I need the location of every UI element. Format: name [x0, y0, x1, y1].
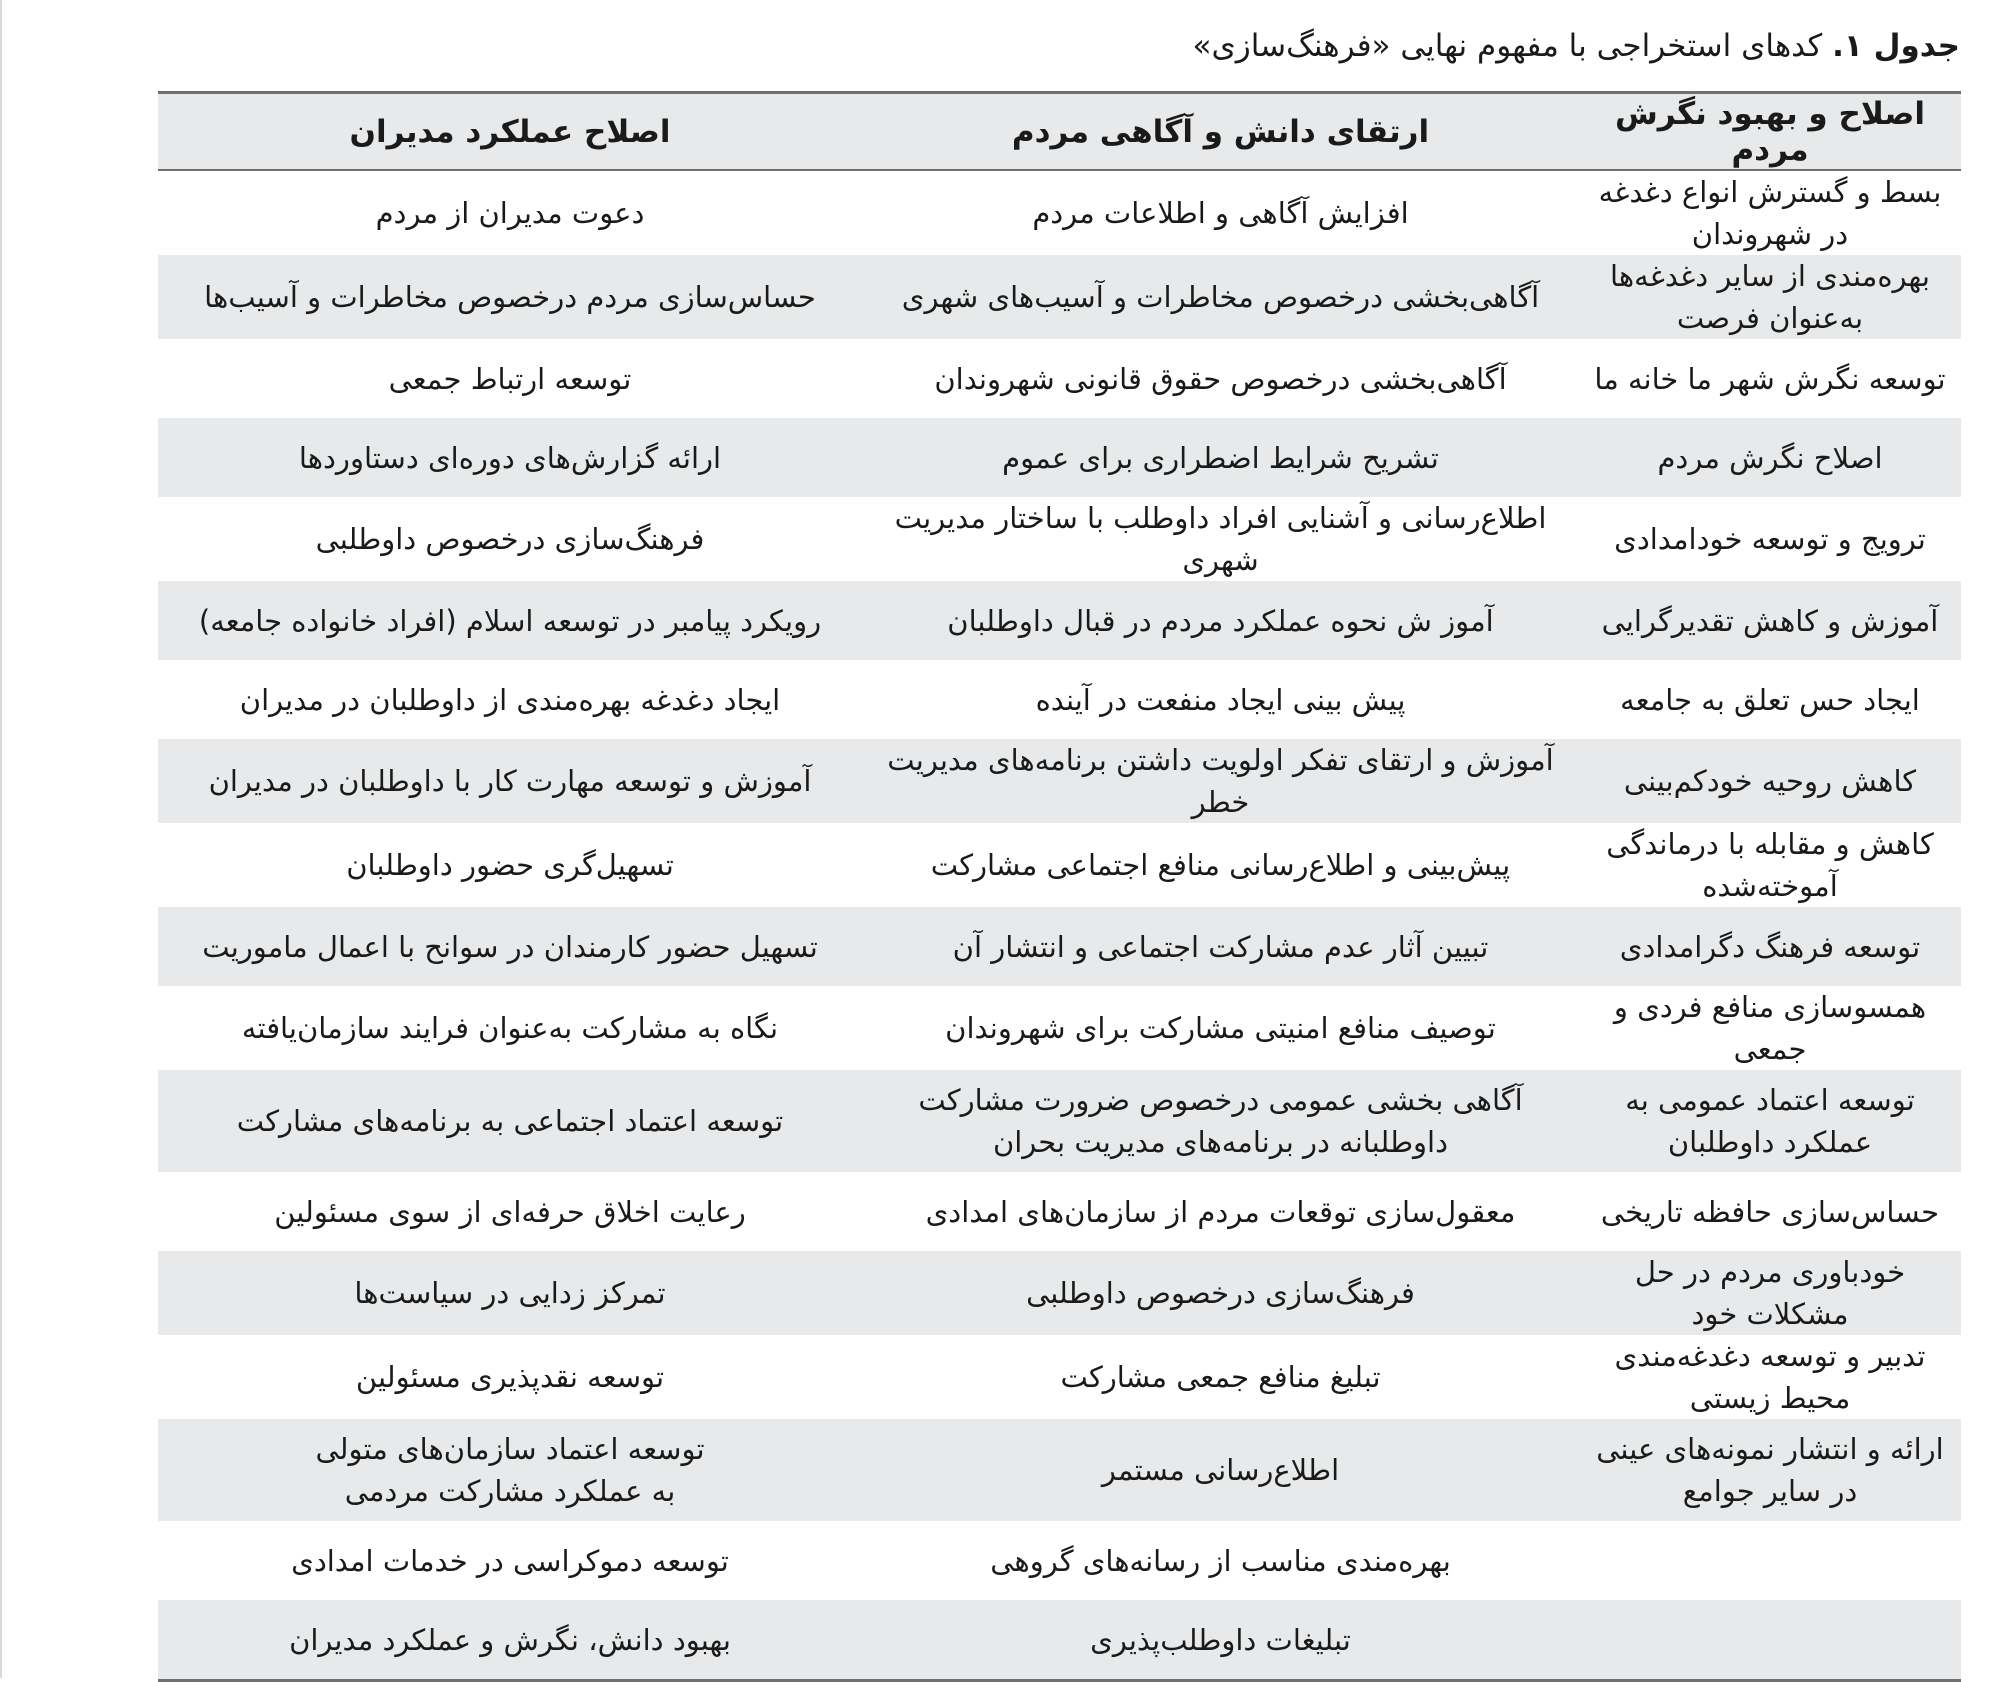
table-cell: حساس‌سازی مردم درخصوص مخاطرات و آسیب‌ها	[158, 255, 862, 339]
page-left-border	[0, 0, 2, 1678]
table-cell: افزایش آگاهی و اطلاعات مردم	[1032, 196, 1409, 230]
header-row	[158, 94, 1961, 170]
table-row	[158, 1335, 1961, 1419]
table-header	[158, 94, 1961, 170]
table-row	[158, 986, 1961, 1070]
table-cell: تمرکز زدایی در سیاست‌ها	[158, 1251, 862, 1335]
table-cell: توسعه اعتماد سازمان‌های متولی به عملکرد مشارکت مردمی	[158, 1419, 862, 1521]
table-cell: بهره‌مندی مناسب از رسانه‌های گروهی	[990, 1543, 1451, 1578]
table-cell: بهبود دانش، نگرش و عملکرد مدیران	[158, 1600, 862, 1679]
table-cell: فرهنگ‌سازی درخصوص داوطلبی	[862, 1251, 1579, 1335]
table-body	[158, 170, 1961, 1679]
table-cell: تبلیغ منافع جمعی مشارکت	[1060, 1360, 1381, 1394]
table-cell: توسعه نقدپذیری مسئولین	[355, 1360, 665, 1394]
table-cell: تسهیل حضور کارمندان در سوانح با اعمال ماموریت	[158, 907, 862, 986]
table-cell: معقول‌سازی توقعات مردم از سازمان‌های امدادی	[925, 1194, 1516, 1229]
caption-text: کدهای استخراجی با مفهوم نهایی «فرهنگ‌سازی»	[1192, 28, 1823, 64]
table-cell: پیش بینی ایجاد منفعت در آینده	[1035, 682, 1406, 717]
table-caption	[1193, 26, 1960, 66]
table-cell: تدبیر و توسعه دغدغه‌مندی محیط زیستی	[1614, 1339, 1926, 1415]
table-cell: اطلاع‌رسانی مستمر	[862, 1419, 1579, 1521]
table-row	[158, 1070, 1961, 1172]
table-row	[158, 418, 1961, 497]
table-row	[158, 170, 1961, 255]
table-cell: تشریح شرایط اضطراری برای عموم	[862, 418, 1579, 497]
table-row	[158, 497, 1961, 581]
table-cell: دعوت مدیران از مردم	[375, 196, 645, 230]
table-cell: کاهش روحیه خودکم‌بینی	[1579, 739, 1961, 823]
table-cell: اصلاح نگرش مردم	[1579, 418, 1961, 497]
table-row	[158, 1600, 1961, 1679]
table-cell: توسعه اعتماد عمومی به عملکرد داوطلبان	[1579, 1070, 1961, 1172]
table-cell: خودباوری مردم در حل مشکلات خود	[1579, 1251, 1961, 1335]
table-cell: تبلیغات داوطلب‌پذیری	[862, 1600, 1579, 1679]
table-row	[158, 255, 1961, 339]
table-cell: توسعه نگرش شهر ما خانه ما	[1594, 361, 1946, 396]
table-cell: حساس‌سازی حافظه تاریخی	[1600, 1194, 1940, 1229]
table-row	[158, 339, 1961, 418]
table-cell: رویکرد پیامبر در توسعه اسلام (افراد خانواده جامعه)	[158, 581, 862, 660]
table-cell: آموزش و کاهش تقدیرگرایی	[1579, 581, 1961, 660]
table-cell: ترویج و توسعه خودامدادی	[1614, 522, 1926, 556]
table-cell: کاهش و مقابله با درماندگی آموخته‌شده	[1606, 827, 1934, 903]
table-cell: آگاهی‌بخشی درخصوص حقوق قانونی شهروندان	[934, 361, 1507, 396]
table-cell: ایجاد حس تعلق به جامعه	[1620, 682, 1920, 717]
table-row	[158, 1251, 1961, 1335]
table-row	[158, 907, 1961, 986]
table-row	[158, 1172, 1961, 1251]
table-cell: بهره‌مندی از سایر دغدغه‌ها به‌عنوان فرصت	[1579, 255, 1961, 339]
table-row	[158, 581, 1961, 660]
table-cell: بسط و گسترش انواع دغدغه در شهروندان	[1598, 175, 1942, 251]
table-cell: اطلاع‌رسانی و آشنایی افراد داوطلب با ساختار مدیریت شهری	[894, 501, 1547, 577]
table-cell: همسوسازی منافع فردی و جمعی	[1613, 990, 1927, 1066]
table-cell: ارائه گزارش‌های دوره‌ای دستاوردها	[158, 418, 862, 497]
table-cell: توسعه فرهنگ دگرامدادی	[1579, 907, 1961, 986]
header-cell: اصلاح عملکرد مدیران	[158, 94, 862, 170]
table-row	[158, 1419, 1961, 1521]
table-cell: نگاه به مشارکت به‌عنوان فرایند سازمان‌یافته	[241, 1011, 779, 1045]
table-cell: توسعه دموکراسی در خدمات امدادی	[291, 1543, 729, 1578]
table-cell: آگاهی بخشی عمومی درخصوص ضرورت مشارکت داوطلبانه در برنامه‌های مدیریت بحران	[862, 1070, 1579, 1172]
table-row	[158, 823, 1961, 907]
table-cell: ارائه و انتشار نمونه‌های عینی در سایر جوامع	[1579, 1419, 1961, 1521]
table-cell	[1579, 1600, 1961, 1679]
table-cell: پیش‌بینی و اطلاع‌رسانی منافع اجتماعی مشارکت	[930, 848, 1511, 882]
table-cell: آموزش و توسعه مهارت کار با داوطلبان در مدیران	[158, 739, 862, 823]
table-cell	[1579, 1521, 1961, 1600]
codes-table-container	[158, 91, 1961, 1682]
table-cell: توصیف منافع امنیتی مشارکت برای شهروندان	[945, 1011, 1496, 1045]
table-cell: آموزش و ارتقای تفکر اولویت داشتن برنامه‌های مدیریت خطر	[862, 739, 1579, 823]
table-cell: تبیین آثار عدم مشارکت اجتماعی و انتشار آن	[862, 907, 1579, 986]
table-cell: آموز ش نحوه عملکرد مردم در قبال داوطلبان	[862, 581, 1579, 660]
caption-label: جدول ۱.	[1832, 28, 1960, 64]
header-cell: اصلاح و بهبود نگرش مردم	[1579, 94, 1961, 170]
table-cell: فرهنگ‌سازی درخصوص داوطلبی	[315, 522, 705, 556]
codes-table	[158, 94, 1961, 1679]
table-cell: آگاهی‌بخشی درخصوص مخاطرات و آسیب‌های شهری	[862, 255, 1579, 339]
table-cell: رعایت اخلاق حرفه‌ای از سوی مسئولین	[274, 1194, 746, 1229]
table-cell: تسهیل‌گری حضور داوطلبان	[346, 848, 674, 882]
table-cell: ایجاد دغدغه بهره‌مندی از داوطلبان در مدیران	[239, 682, 781, 717]
table-cell: توسعه اعتماد اجتماعی به برنامه‌های مشارکت	[158, 1070, 862, 1172]
table-cell: توسعه ارتباط جمعی	[388, 361, 632, 396]
header-cell: ارتقای دانش و آگاهی مردم	[862, 94, 1579, 170]
table-row	[158, 739, 1961, 823]
table-row	[158, 1521, 1961, 1600]
table-row	[158, 660, 1961, 739]
